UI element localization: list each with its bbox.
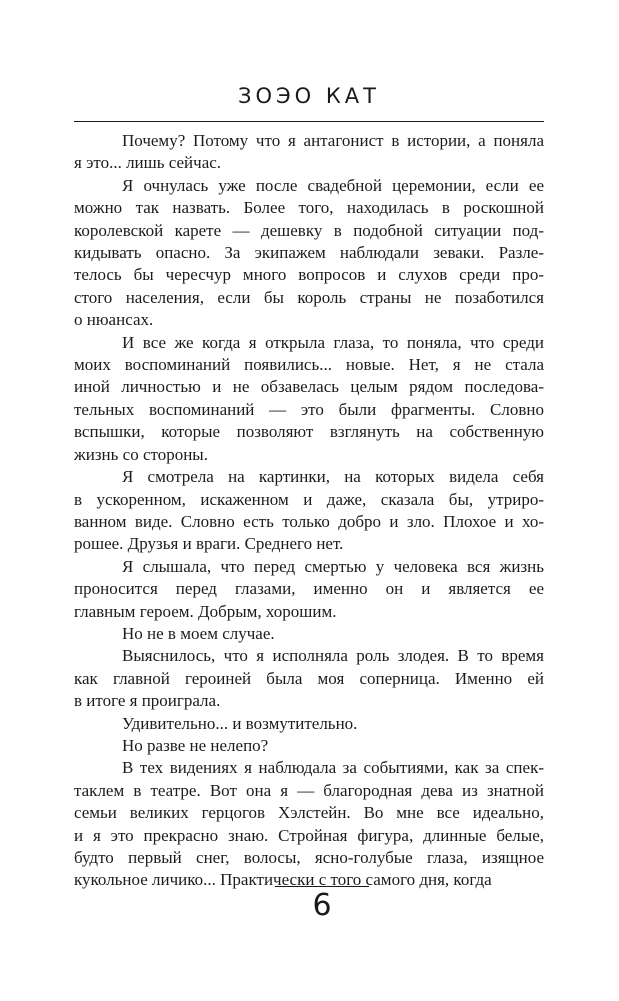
text-line: жизнь со стороны. — [74, 444, 208, 464]
text-line: будто первый снег, волосы, ясно-голубые глаза, изящное — [74, 848, 544, 867]
text-line: И все же когда я открыла глаза, то поняла, что среди — [122, 332, 544, 352]
text-line: Я очнулась уже после свадебной церемонии, если ее — [122, 175, 544, 195]
text-line: Я слышала, что перед смертью у человека вся жизнь — [122, 556, 544, 576]
text-line: стого населения, если бы король страны не позаботился — [74, 287, 544, 307]
text-line: моих воспоминаний появились... новые. Нет, я не стала — [74, 355, 544, 375]
text-line: вспышки, которые позволяют взглянуть на собственную — [74, 422, 544, 442]
text-line: и я это прекрасно знаю. Стройная фигура, длинные белые, — [74, 825, 544, 845]
text-line: таклем в театре. Вот она я — благородная дева из знатной — [74, 780, 544, 800]
text-line: ванном виде. Словно есть только добро и зло. Плохое и хо- — [74, 511, 544, 531]
text-line: кукольное личико... Практически с того самого дня, когда — [74, 870, 492, 890]
body-text — [74, 130, 544, 892]
text-line: рошее. Друзья и враги. Среднего нет. — [74, 534, 344, 554]
text-line: Удивительно... и возмутительно. — [122, 713, 358, 733]
text-line: о нюансах. — [74, 310, 154, 330]
page-number: 6 — [312, 888, 332, 923]
text-line: В тех видениях я наблюдала за событиями, как за спек- — [122, 758, 544, 778]
text-line: семьи великих герцогов Хэлстейн. Во мне все идеально, — [74, 803, 544, 823]
text-line: иной личностью и не обзавелась целым рядом последова- — [74, 377, 544, 397]
text-line: кидывать опасно. За экипажем наблюдали зеваки. Разле- — [74, 243, 544, 263]
text-line: я это... лишь сейчас. — [74, 153, 222, 173]
header-rule — [74, 121, 544, 122]
text-line: как главной героиней была моя соперница. Именно ей — [74, 668, 544, 688]
text-line: можно так назвать. Более того, находилась в роскошной — [74, 198, 544, 218]
text-line: главным героем. Добрым, хорошим. — [74, 601, 337, 621]
text-line: проносится перед глазами, именно он и является ее — [74, 579, 544, 599]
text-line: Но не в моем случае. — [122, 623, 275, 643]
footer-rule — [275, 886, 369, 887]
text-line: Но разве не нелепо? — [122, 735, 269, 755]
text-line: телось бы чересчур много вопросов и слухов среди про- — [74, 265, 544, 285]
text-line: Почему? Потому что я антагонист в истории, а поняла — [122, 131, 544, 150]
text-line: Выяснилось, что я исполняла роль злодея. В то время — [122, 646, 544, 666]
text-line: в ускоренном, искаженном и даже, сказала бы, утриро- — [74, 489, 544, 509]
text-line: тельных воспоминаний — это были фрагменты. Словно — [74, 399, 544, 419]
text-line: в итоге я проиграла. — [74, 691, 221, 711]
running-title: ЗОЭО КАТ — [238, 84, 380, 108]
text-line: королевской карете — дешевку в подобной ситуации под- — [74, 220, 544, 240]
text-line: Я смотрела на картинки, на которых видела себя — [122, 467, 544, 487]
